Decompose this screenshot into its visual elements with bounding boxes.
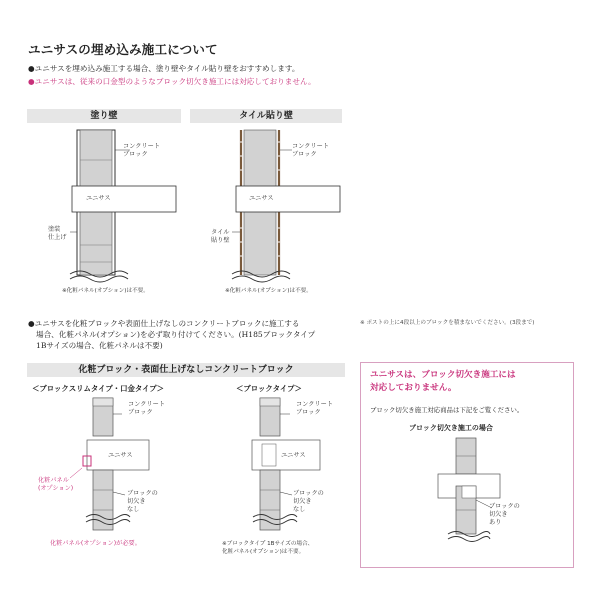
page-title: ユニサスの埋め込み施工について [28, 42, 218, 57]
tile-concrete-label: コンクリート ブロック [292, 143, 330, 158]
slim-title: ＜ブロックスリムタイプ・口金タイプ＞ [32, 384, 165, 393]
notice-heading: ユニサスは、ブロック切欠き施工には 対応しておりません。 [370, 370, 516, 393]
tile-finish-label: タイル 貼り壁 [211, 229, 230, 244]
intro-line-2: ●ユニサスは、従来の口金型のようなブロック切欠き施工には対応しておりません。 [28, 77, 316, 86]
slim-panel-label: 化粧パネル (オプション) [38, 477, 74, 492]
notice-text: ブロック切欠き施工対応商品は下記をご覧ください。 [370, 406, 524, 414]
section3-header: 化粧ブロック・表面仕上げなしコンクリートブロック [27, 363, 345, 377]
tile-note: ※化粧パネル(オプション)は不要。 [225, 288, 312, 294]
block-title: ＜ブロックタイプ＞ [236, 384, 302, 393]
slim-cut-label: ブロックの 切欠き なし [127, 490, 158, 513]
slim-concrete-label: コンクリート ブロック [128, 401, 166, 416]
block-note: ※ブロックタイプ 1Bサイズの場合、 化粧パネル(オプション)は不要。 [222, 541, 314, 555]
nuri-unisas-label: ユニサス [86, 195, 111, 202]
intro-line-1: ●ユニサスを埋め込み施工する場合、塗り壁やタイル貼り壁をおすすめします。 [28, 64, 300, 73]
slim-note: 化粧パネル(オプション)が必要。 [50, 540, 141, 547]
slim-unisas-label: ユニサス [108, 452, 133, 459]
nuri-concrete-label: コンクリート ブロック [123, 143, 161, 158]
block-concrete-label: コンクリート ブロック [296, 401, 334, 416]
block-cut-label: ブロックの 切欠き なし [293, 490, 324, 513]
section2-text: ●ユニサスを化粧ブロックや表面仕上げなしのコンクリートブロックに施工する 場合、化粧パネル(オプション)を必ず取り付けてください。(H185ブロックタイプ 1Bサイズの場合、化粧パネルは不要) [28, 319, 316, 350]
nuri-note: ※化粧パネル(オプション)は不要。 [62, 288, 149, 294]
tile-unisas-label: ユニサス [249, 195, 274, 202]
header-tile: タイル貼り壁 [190, 109, 342, 123]
notice-subtitle: ブロック切欠き施工の場合 [409, 424, 493, 432]
side-note: ※ ポストの上に4段以上のブロックを積まないでください。(3段まで) [360, 320, 535, 326]
nuri-finish-label: 塗装 仕上げ [48, 226, 67, 241]
notice-cut-label: ブロックの 切欠き あり [489, 503, 520, 526]
header-nuri: 塗り壁 [27, 109, 181, 123]
block-unisas-label: ユニサス [281, 452, 306, 459]
